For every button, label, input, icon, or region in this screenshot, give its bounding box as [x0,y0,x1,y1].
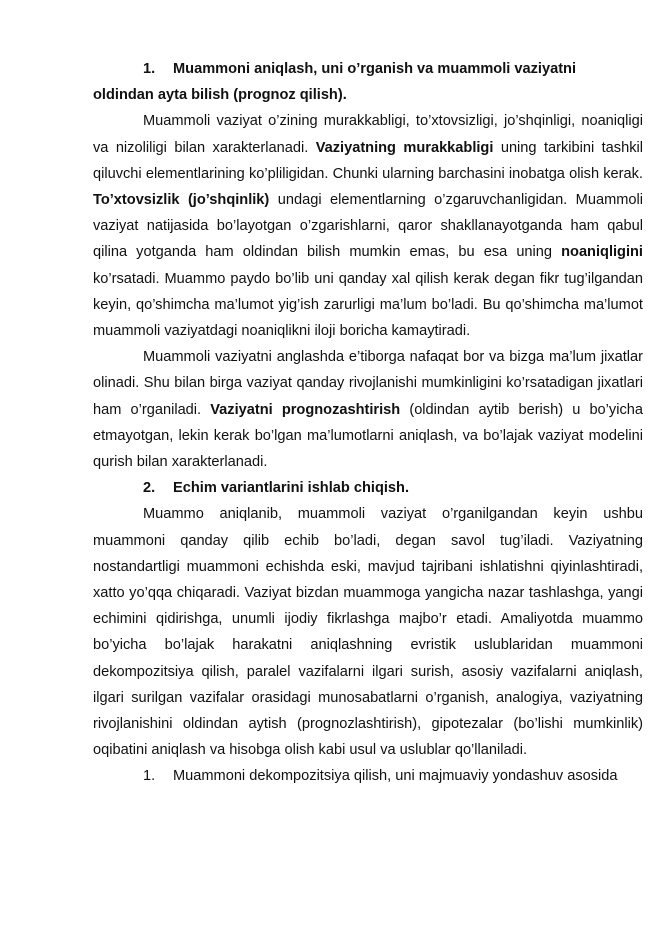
paragraph-1-text-b: uning tarkibini tashkil qiluvchi elementlarining ko’pliligidan. Chunki ularning barchasini inobatga olish kerak. [93,139,643,182]
document-body [93,56,643,790]
paragraph-2-text-b: (oldindan aytib berish) u bo’yicha etmayotgan, lekin kerak bo’lgan ma’lumotlarni aniqlash, va bo’lajak vaziyat modelini qurish bilan xarakterlanadi. [93,401,643,471]
term-complexity: Vaziyatning murakkabligi [315,139,494,156]
section-title-2: Echim variantlarini ishlab chiqish. [173,480,410,497]
section-title-1-line1: Muammoni aniqlash, uni o’rganish va muammoli vaziyatni [173,61,577,77]
paragraph-3: Muammo aniqlanib, muammoli vaziyat o’rganilgandan keyin ushbu muammoni qanday qilib echib bo’ladi, degan savol tug’iladi. Vaziyatning nostandartligi muammoni echishda eski, mavjud tajribani ishlatishni qiyinlashtiradi, xatto yo’qqa chiqaradi. Vaziyat bizdan muammoga yangicha nazar tashlashga, yangi echimini qidirishga, unumli ijodiy fikrlashga majbo’r etadi. Amaliyotda muammo bo’yicha bo’lajak harakatni aniqlashning evristik uslublaridan muammoni dekompozitsiya qilish, paralel vazifalarni ilgari surish, asosiy vazifalarni aniqlash, ilgari surilgan vazifalar orasidagi munosabatlarni o’rganish, analogiya, vaziyatning rivojlanishini oldindan aytish (prognozlashtirish), gipotezalar (bo’lishi mumkinlik) oqibatini aniqlash va hisobga olish kabi usul va uslublar qo’llaniladi. [93,506,643,759]
list-item-1-text: Muammoni dekompozitsiya qilish, uni majmuaviy yondashuv asosida [173,768,618,785]
section-number-2: 2. [143,480,156,497]
term-forecasting: Vaziyatni prognozashtirish [210,401,401,418]
paragraph-2-text-a: Muammoli vaziyatni anglashda e’tiborga nafaqat bor va bizga ma’lum jixatlar olinadi. Shu bilan birga vaziyat qanday rivojlanishi mumkinligini ko’rsatadigan jixatlari ham o’rganiladi. [93,349,643,418]
section-heading-2 [93,475,643,501]
section-heading-1 [93,56,643,82]
paragraph-1-text-c: undagi elementlarning o’zgaruvchanligidan. Muammoli vaziyat natijasida bo’layotgan o’zgarishlarni, qaror shakllanayotganda ham qabul qilina yotganda ham oldindan bilish mumkin emas, bu esa uning [93,192,643,261]
section-number-1: 1. [143,61,156,77]
paragraph-1-text-d: ko’rsatadi. Muammo paydo bo’lib uni qanday xal qilish kerak degan fikr tug’ilgandan keyin, qo’shimcha ma’lumot yig’ish zarurligi ma’lum bo’ladi. Bu qo’shimcha ma’lumot muammoli vaziyatdagi noaniqlikni iloji boricha kamaytiradi. [93,270,643,340]
list-number-1: 1. [143,768,156,785]
list-item-1 [93,763,643,789]
term-uncertainty: noaniqligini [561,244,643,261]
section-title-1-line2: oldindan ayta bilish (prognoz qilish). [93,87,347,104]
paragraph-2 [93,344,643,475]
paragraph-1 [93,108,643,344]
paragraph-1-text-a: Muammoli vaziyat o’zining murakkabligi, to’xtovsizligi, jo’shqinligi, noaniqligi va nizoliligi bilan xarakterlanadi. [93,113,643,156]
term-continuity: To’xtovsizlik (jo’shqinlik) [93,192,270,209]
